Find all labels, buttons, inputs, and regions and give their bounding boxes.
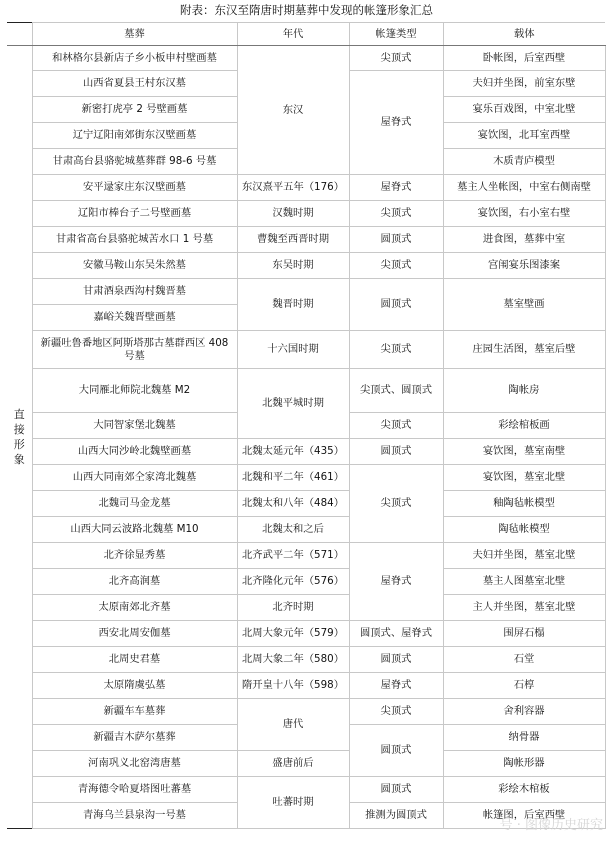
carrier-cell: 宫闱宴乐图漆案: [443, 253, 605, 279]
type-cell: 圆顶式: [349, 777, 443, 803]
type-cell: 圆顶式: [349, 647, 443, 673]
carrier-cell: 宴饮图，墓室北壁: [443, 465, 605, 491]
table-row: [7, 517, 605, 543]
tomb-cell: 新密打虎亭 2 号壁画墓: [32, 97, 237, 123]
table-row: [7, 777, 605, 803]
tomb-cell: 北齐高润墓: [32, 569, 237, 595]
era-cell: 唐代: [237, 699, 349, 751]
carrier-cell: 彩绘木棺板: [443, 777, 605, 803]
tomb-cell: 北魏司马金龙墓: [32, 491, 237, 517]
table-row: [7, 673, 605, 699]
tomb-cell: 太原隋虞弘墓: [32, 673, 237, 699]
era-cell: 北魏太延元年（435）: [237, 439, 349, 465]
carrier-cell: 石椁: [443, 673, 605, 699]
tomb-cell: 太原南郊北齐墓: [32, 595, 237, 621]
watermark-text: 号 · 图像历史研究: [499, 818, 603, 833]
table-row: [7, 46, 605, 71]
tomb-cell: 新疆吐鲁番地区阿斯塔那古墓群西区 408 号墓: [32, 331, 237, 369]
type-cell: 屋脊式: [349, 71, 443, 175]
tomb-cell: 嘉峪关魏晋壁画墓: [32, 305, 237, 331]
header-tomb: 墓葬: [32, 23, 237, 46]
era-cell: 北魏太和八年（484）: [237, 491, 349, 517]
carrier-cell: 卧帐图，后室西壁: [443, 46, 605, 71]
era-cell: 北魏和平二年（461）: [237, 465, 349, 491]
era-cell: 曹魏至西晋时期: [237, 227, 349, 253]
tomb-cell: 甘肃高台县骆驼城墓葬群 98-6 号墓: [32, 149, 237, 175]
table-row: [7, 253, 605, 279]
table-row: [7, 331, 605, 369]
tomb-cell: 山西大同沙岭北魏壁画墓: [32, 439, 237, 465]
table-row: [7, 543, 605, 569]
era-cell: 北齐时期: [237, 595, 349, 621]
era-cell: 北周大象二年（580）: [237, 647, 349, 673]
carrier-cell: 纳骨器: [443, 725, 605, 751]
type-cell: 尖顶式、圆顶式: [349, 369, 443, 413]
carrier-cell: 宴乐百戏图，中室北壁: [443, 97, 605, 123]
header-type: 帐篷类型: [349, 23, 443, 46]
carrier-cell: 围屏石榻: [443, 621, 605, 647]
era-cell: 北魏平城时期: [237, 369, 349, 439]
tomb-cell: 新疆吉木萨尔墓葬: [32, 725, 237, 751]
tomb-cell: 新疆车车墓葬: [32, 699, 237, 725]
era-cell: 魏晋时期: [237, 279, 349, 331]
type-cell: 推测为圆顶式: [349, 803, 443, 829]
table-row: [7, 465, 605, 491]
carrier-cell: 石堂: [443, 647, 605, 673]
table-row: [7, 569, 605, 595]
header-blank: [7, 23, 32, 46]
era-cell: 十六国时期: [237, 331, 349, 369]
carrier-cell: 墓室壁画: [443, 279, 605, 331]
carrier-cell: 主人并坐图，墓室北壁: [443, 595, 605, 621]
table-row: [7, 491, 605, 517]
tomb-cell: 青海乌兰县泉沟一号墓: [32, 803, 237, 829]
type-cell: 尖顶式: [349, 331, 443, 369]
header-carrier: 载体: [443, 23, 605, 46]
carrier-cell: 墓主人图墓室北壁: [443, 569, 605, 595]
table-row: [7, 751, 605, 777]
tent-image-table: [7, 22, 606, 829]
table-row: [7, 647, 605, 673]
tomb-cell: 西安北周安伽墓: [32, 621, 237, 647]
type-cell: 尖顶式: [349, 413, 443, 439]
era-cell: 盛唐前后: [237, 751, 349, 777]
carrier-cell: 彩绘棺板画: [443, 413, 605, 439]
type-cell: 尖顶式: [349, 465, 443, 543]
type-cell: 圆顶式、屋脊式: [349, 621, 443, 647]
carrier-cell: 宴饮图，墓室南壁: [443, 439, 605, 465]
type-cell: 屋脊式: [349, 175, 443, 201]
table-row: [7, 175, 605, 201]
tomb-cell: 河南巩义北窑湾唐墓: [32, 751, 237, 777]
tomb-cell: 辽阳市棒台子二号壁画墓: [32, 201, 237, 227]
era-cell: 东汉: [237, 46, 349, 175]
table-row: [7, 279, 605, 305]
carrier-cell: 宴饮图，北耳室西壁: [443, 123, 605, 149]
tomb-cell: 山西大同云波路北魏墓 M10: [32, 517, 237, 543]
side-label: 直接形象: [13, 408, 25, 466]
era-cell: 吐蕃时期: [237, 777, 349, 829]
era-cell: 东汉熹平五年（176）: [237, 175, 349, 201]
tomb-cell: 安徽马鞍山东吴朱然墓: [32, 253, 237, 279]
table-row: [7, 201, 605, 227]
type-cell: 尖顶式: [349, 201, 443, 227]
tomb-cell: 山西省夏县王村东汉墓: [32, 71, 237, 97]
type-cell: 尖顶式: [349, 699, 443, 725]
carrier-cell: 陶帐形器: [443, 751, 605, 777]
tomb-cell: 安平逯家庄东汉壁画墓: [32, 175, 237, 201]
tomb-cell: 北齐徐显秀墓: [32, 543, 237, 569]
carrier-cell: 帐篷图，后室西壁: [443, 803, 605, 829]
tomb-cell: 大同雁北师院北魏墓 M2: [32, 369, 237, 413]
era-cell: 隋开皇十八年（598）: [237, 673, 349, 699]
table-row: [7, 595, 605, 621]
carrier-cell: 木质青庐模型: [443, 149, 605, 175]
carrier-cell: 夫妇并坐图，墓室北壁: [443, 543, 605, 569]
type-cell: 尖顶式: [349, 46, 443, 71]
carrier-cell: 釉陶毡帐模型: [443, 491, 605, 517]
tomb-cell: 甘肃省高台县骆驼城苦水口 1 号墓: [32, 227, 237, 253]
era-cell: 汉魏时期: [237, 201, 349, 227]
tomb-cell: 和林格尔县新店子乡小板申村壁画墓: [32, 46, 237, 71]
type-cell: 圆顶式: [349, 725, 443, 777]
era-cell: 东吴时期: [237, 253, 349, 279]
header-era: 年代: [237, 23, 349, 46]
era-cell: 北齐武平二年（571）: [237, 543, 349, 569]
tomb-cell: 青海德令哈夏塔图吐蕃墓: [32, 777, 237, 803]
type-cell: 圆顶式: [349, 227, 443, 253]
tomb-cell: 北周史君墓: [32, 647, 237, 673]
carrier-cell: 墓主人坐帐图，中室右侧南壁: [443, 175, 605, 201]
carrier-cell: 宴饮图，右小室右壁: [443, 201, 605, 227]
carrier-cell: 陶毡帐模型: [443, 517, 605, 543]
tomb-cell: 山西大同南郊仝家湾北魏墓: [32, 465, 237, 491]
carrier-cell: 陶帐房: [443, 369, 605, 413]
carrier-cell: 舍利容器: [443, 699, 605, 725]
carrier-cell: 庄园生活图，墓室后壁: [443, 331, 605, 369]
table-row: [7, 227, 605, 253]
carrier-cell: 进食图，墓葬中室: [443, 227, 605, 253]
era-cell: 北齐隆化元年（576）: [237, 569, 349, 595]
table-row: [7, 699, 605, 725]
table-row: [7, 369, 605, 413]
type-cell: 圆顶式: [349, 279, 443, 331]
type-cell: 屋脊式: [349, 543, 443, 621]
carrier-cell: 夫妇并坐图，前室东壁: [443, 71, 605, 97]
era-cell: 北魏太和之后: [237, 517, 349, 543]
tomb-cell: 辽宁辽阳南郊街东汉壁画墓: [32, 123, 237, 149]
header-row: [7, 23, 605, 46]
table-row: [7, 621, 605, 647]
type-cell: 圆顶式: [349, 439, 443, 465]
tomb-cell: 大同智家堡北魏墓: [32, 413, 237, 439]
table-row: [7, 439, 605, 465]
table-title: 附表：东汉至隋唐时期墓葬中发现的帐篷形象汇总: [180, 3, 433, 17]
tomb-cell: 甘肃酒泉西沟村魏晋墓: [32, 279, 237, 305]
type-cell: 屋脊式: [349, 673, 443, 699]
side-label-cell: [7, 46, 32, 829]
era-cell: 北周大象元年（579）: [237, 621, 349, 647]
type-cell: 尖顶式: [349, 253, 443, 279]
